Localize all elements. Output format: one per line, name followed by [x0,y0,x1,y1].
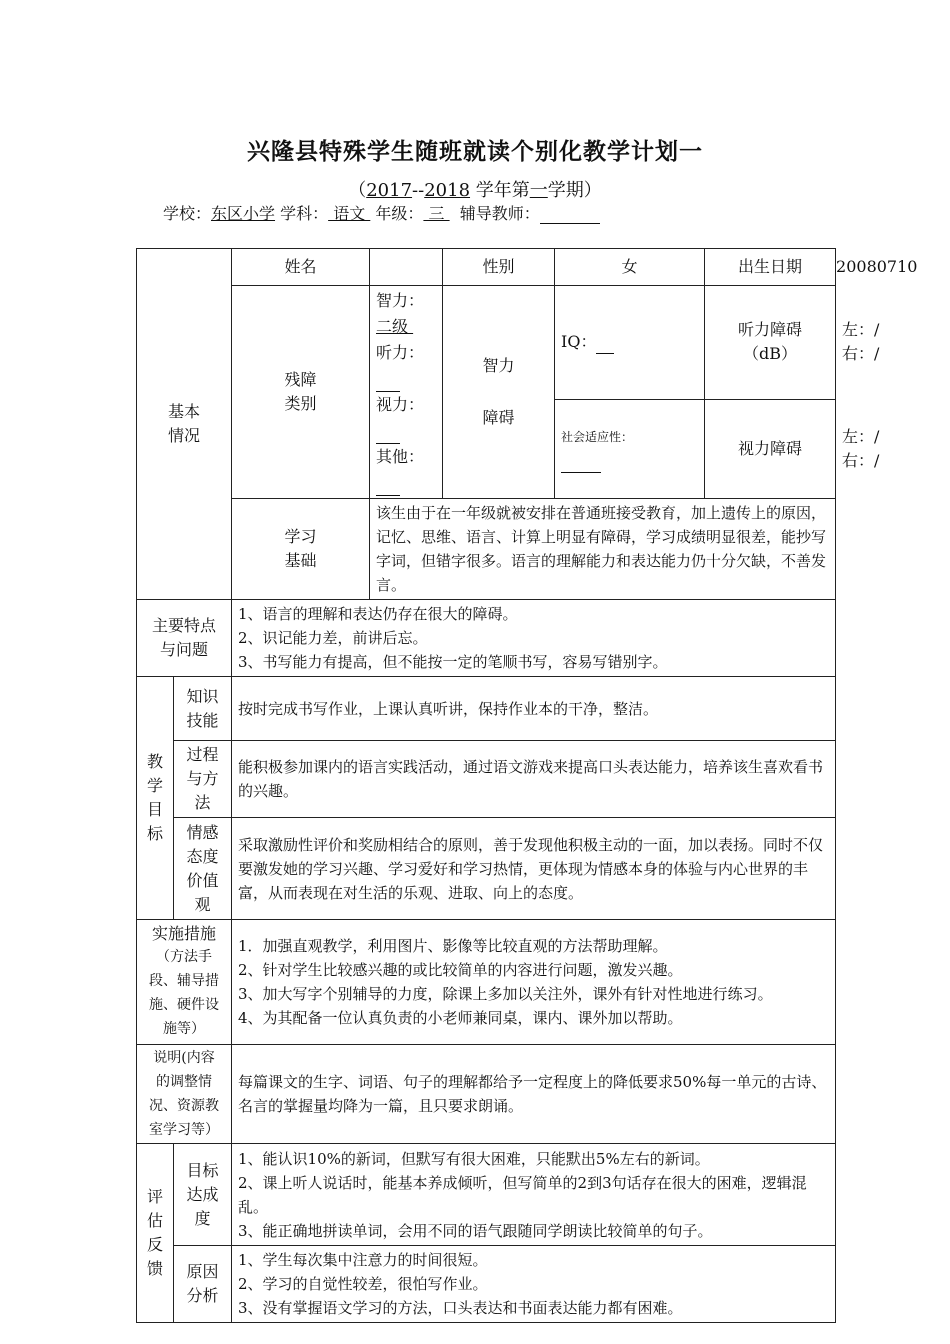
features-item-2: 2、识记能力差，前讲后忘。 [238,629,428,647]
notes-text: 每篇课文的生字、词语、句子的理解都给予一定程度上的降低要求50%每一单元的古诗、名言的掌握量均降为一篇，且只要求朗诵。 [238,1073,827,1115]
basic-row-1: 基本 情况 姓名 性别 女 出生日期 20080710 [137,249,836,286]
basic-row-2: 残障 类别 智力：二级 听力： 视力： 其他： 智力 障碍 IQ： 听力障碍 （dB） 左：/ 右：/ [137,286,836,400]
eval-row-1 [137,1144,836,1246]
measures-label: 实施措施 （方法手 段、辅导措 施、硬件设 施等） [137,920,232,1045]
subject-label: 学科： [275,204,329,223]
features-text-cell [232,600,836,677]
goals-label: 教 学 目 标 [137,677,174,920]
intel-disorder-label: 智力 障碍 [443,286,555,499]
teacher-label: 辅导教师： [449,204,540,223]
features-row [137,600,836,677]
notes-row [137,1045,836,1144]
emotion-label: 情感 态度 价值 观 [174,818,232,920]
semester-value: 一 [529,180,548,201]
year-sep: -- [412,180,425,201]
hearing-label: 听力： [376,343,425,362]
other-blank [376,481,400,496]
plan-table [136,248,918,1323]
eval-row-2 [137,1246,836,1323]
measures-item-2: 2、针对学生比较感兴趣的或比较简单的内容进行问题，激发兴趣。 [238,961,683,979]
year-end: 2018 [424,180,471,201]
school-info-line [163,201,600,224]
process-label: 过程 与方 法 [174,741,232,818]
term-close: 学期） [547,180,602,201]
basic-row-4 [137,499,836,600]
iq-label: IQ： [561,332,597,352]
school-label: 学校： [163,204,212,223]
gender-value: 女 [555,249,705,286]
process-text-cell [232,741,836,818]
notes-label: 说明(内容 的调整情 况、资源教 室学习等） [137,1045,232,1144]
reason-item-1: 1、学生每次集中注意力的时间很短。 [238,1251,488,1269]
iq-cell [555,286,705,400]
process-text: 能积极参加课内的语言实践活动，通过语文游戏来提高口头表达能力，培养该生喜欢看书的兴趣。 [238,758,824,800]
grade-label: 年级： [370,204,424,223]
features-item-3: 3、书写能力有提高，但不能按一定的笔顺书写，容易写错别字。 [238,653,668,671]
reason-item-2: 2、学习的自觉性较差，很怕写作业。 [238,1275,488,1293]
year-start: 2017 [366,180,413,201]
hearing-blank [376,377,400,392]
reason-item-3: 3、没有掌握语文学习的方法，口头表达和书面表达能力都有困难。 [238,1299,683,1317]
emotion-text-cell [232,818,836,920]
social-cell [555,399,705,498]
teacher-blank [540,207,600,224]
achievement-item-3: 3、能正确地拼读单词，会用不同的语气跟随同学朗读比较简单的句子。 [238,1221,713,1240]
learning-text: 该生由于在一年级就被安排在普通班接受教育，加上遗传上的原因，记忆、思维、语言、计算上明显有障碍，学习成绩明显很差，能抄写字词，但错字很多。语言的理解能力和表达能力仍十分欠缺，不善发言。 [376,504,827,594]
term-line [0,176,950,202]
term-open: （ [348,180,367,201]
notes-text-cell [232,1045,836,1144]
social-label: 社会适应性： [561,429,634,444]
iq-blank [596,339,614,354]
basic-row-3: 社会适应性： 视力障碍 左：/ 右：/ [137,399,836,498]
knowledge-text: 按时完成书写作业，上课认真听讲，保持作业本的干净，整洁。 [238,699,659,718]
other-label: 其他： [376,447,425,466]
achievement-text-cell [232,1144,836,1246]
measures-row [137,920,836,1045]
vision-label: 视力： [376,395,425,414]
grade-value: 三 [423,204,450,223]
knowledge-text-cell [232,677,836,741]
social-blank [561,462,601,473]
vision-disorder-label: 视力障碍 [705,399,836,498]
features-item-1: 1、语言的理解和表达仍存在很大的障碍。 [238,605,518,623]
measures-text-cell [232,920,836,1045]
measures-item-3: 3、加大写字个别辅导的力度，除课上多加以关注外，课外有针对性地进行练习。 [238,985,773,1003]
goals-row-2 [137,741,836,818]
measures-item-1: 1．加强直观教学，利用图片、影像等比较直观的方法帮助理解。 [238,937,668,955]
disability-details [370,286,443,499]
achievement-item-2: 2、课上听人说话时，能基本养成倾听，但写简单的2到3句话存在很大的困难，逻辑混乱。 [238,1173,807,1216]
knowledge-label: 知识 技能 [174,677,232,741]
intellect-value: 二级 [376,317,414,336]
reason-label: 原因 分析 [174,1246,232,1323]
reason-text-cell [232,1246,836,1323]
measures-item-4: 4、为其配备一位认真负责的小老师兼同桌，课内、课外加以帮助。 [238,1009,683,1027]
name-label: 姓名 [232,249,370,286]
term-mid: 学年第 [470,180,530,201]
goals-row-1 [137,677,836,741]
features-label: 主要特点 与问题 [137,600,232,677]
learning-label: 学习 基础 [232,499,370,600]
vision-blank [376,429,400,444]
name-value [370,249,443,286]
page-title: 兴隆县特殊学生随班就读个别化教学计划一 [247,139,703,165]
evaluation-label: 评 估 反 馈 [137,1144,174,1323]
hearing-disorder-label: 听力障碍 （dB） [705,286,836,400]
achievement-label: 目标 达成 度 [174,1144,232,1246]
school-value: 东区小学 [211,204,276,223]
disability-label: 残障 类别 [232,286,370,499]
achievement-item-1: 1、能认识10%的新词，但默写有很大困难，只能默出5%左右的新词。 [238,1149,710,1168]
emotion-text: 采取激励性评价和奖励相结合的原则，善于发现他积极主动的一面，加以表扬。同时不仅要激发她的学习兴趣、学习爱好和学习热情，更体现为情感本身的体验与内心世界的丰富，从而表现在对生活的乐观、进取、向上的态度。 [238,835,824,902]
birth-label: 出生日期 [705,249,836,286]
subject-value: 语文 [328,204,371,223]
basic-section-label: 基本 情况 [137,249,232,600]
learning-text-cell [370,499,836,600]
goals-row-3 [137,818,836,920]
gender-label: 性别 [443,249,555,286]
intellect-label: 智力： [376,291,425,310]
